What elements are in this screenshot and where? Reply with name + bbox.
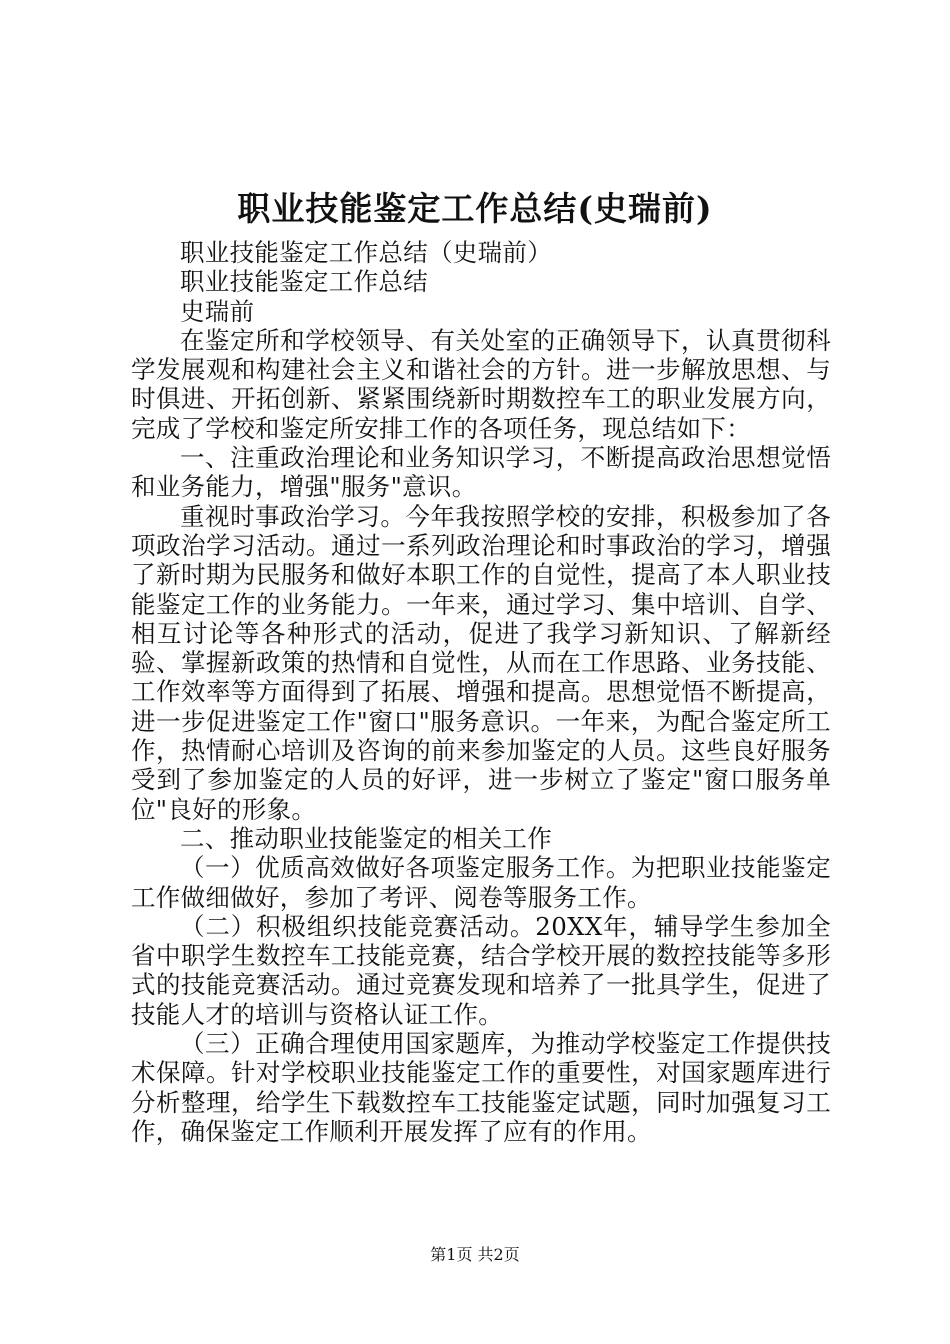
section-two-heading: 二、推动职业技能鉴定的相关工作 bbox=[180, 823, 552, 853]
section-one-body: 重视时事政治学习。今年我按照学校的安排，积极参加了各项政治学习活动。通过一系列政治理论和时事政治的学习，增强了新时期为民服务和做好本职工作的自觉性，提高了本人职业技能鉴定工作的业务能力。一年来，通过学习、集中培训、自学、相互讨论等各种形式的活动，促进了我学习新知识、了解新经验、掌握新政策的热情和自觉性，从而在工作思路、业务技能、工作效率等方面得到了拓展、增强和提高。思想觉悟不断提高，进一步促进鉴定工作"窗口"服务意识。一年来，为配合鉴定所工作，热情耐心培训及咨询的前来参加鉴定的人员。这些良好服务受到了参加鉴定的人员的好评，进一步树立了鉴定"窗口服务单位"良好的形象。 bbox=[131, 501, 831, 824]
heading-paragraph: 职业技能鉴定工作总结 bbox=[180, 267, 428, 297]
intro-paragraph: 在鉴定所和学校领导、有关处室的正确领导下，认真贯彻科学发展观和构建社会主义和谐社会的方针。进一步解放思想、与时俱进、开拓创新、紧紧围绕新时期数控车工的职业发展方向，完成了学校和鉴定所安排工作的各项任务，现总结如下： bbox=[131, 325, 831, 443]
document-title: 职业技能鉴定工作总结(史瑞前) bbox=[237, 189, 713, 228]
item-two-paragraph: （二）积极组织技能竞赛活动。20XX年，辅导学生参加全省中职学生数控车工技能竞赛，结合学校开展的数控技能等多形式的技能竞赛活动。通过竞赛发现和培养了一批具学生，促进了技能人才的培训与资格认证工作。 bbox=[131, 911, 831, 1029]
page-number-footer: 第1页 共2页 bbox=[430, 1245, 520, 1264]
document-body bbox=[131, 238, 831, 1146]
section-one-heading: 一、注重政治理论和业务知识学习，不断提高政治思想觉悟和业务能力，增强"服务"意识。 bbox=[131, 443, 831, 502]
subtitle-paragraph: 职业技能鉴定工作总结（史瑞前） bbox=[180, 238, 552, 267]
item-three-paragraph: （三）正确合理使用国家题库，为推动学校鉴定工作提供技术保障。针对学校职业技能鉴定工作的重要性，对国家题库进行分析整理，给学生下载数控车工技能鉴定试题，同时加强复习工作，确保鉴定工作顺利开展发挥了应有的作用。 bbox=[131, 1029, 831, 1146]
author-paragraph: 史瑞前 bbox=[180, 296, 255, 326]
item-one-paragraph: （一）优质高效做好各项鉴定服务工作。为把职业技能鉴定工作做细做好，参加了考评、阅卷等服务工作。 bbox=[131, 853, 831, 912]
